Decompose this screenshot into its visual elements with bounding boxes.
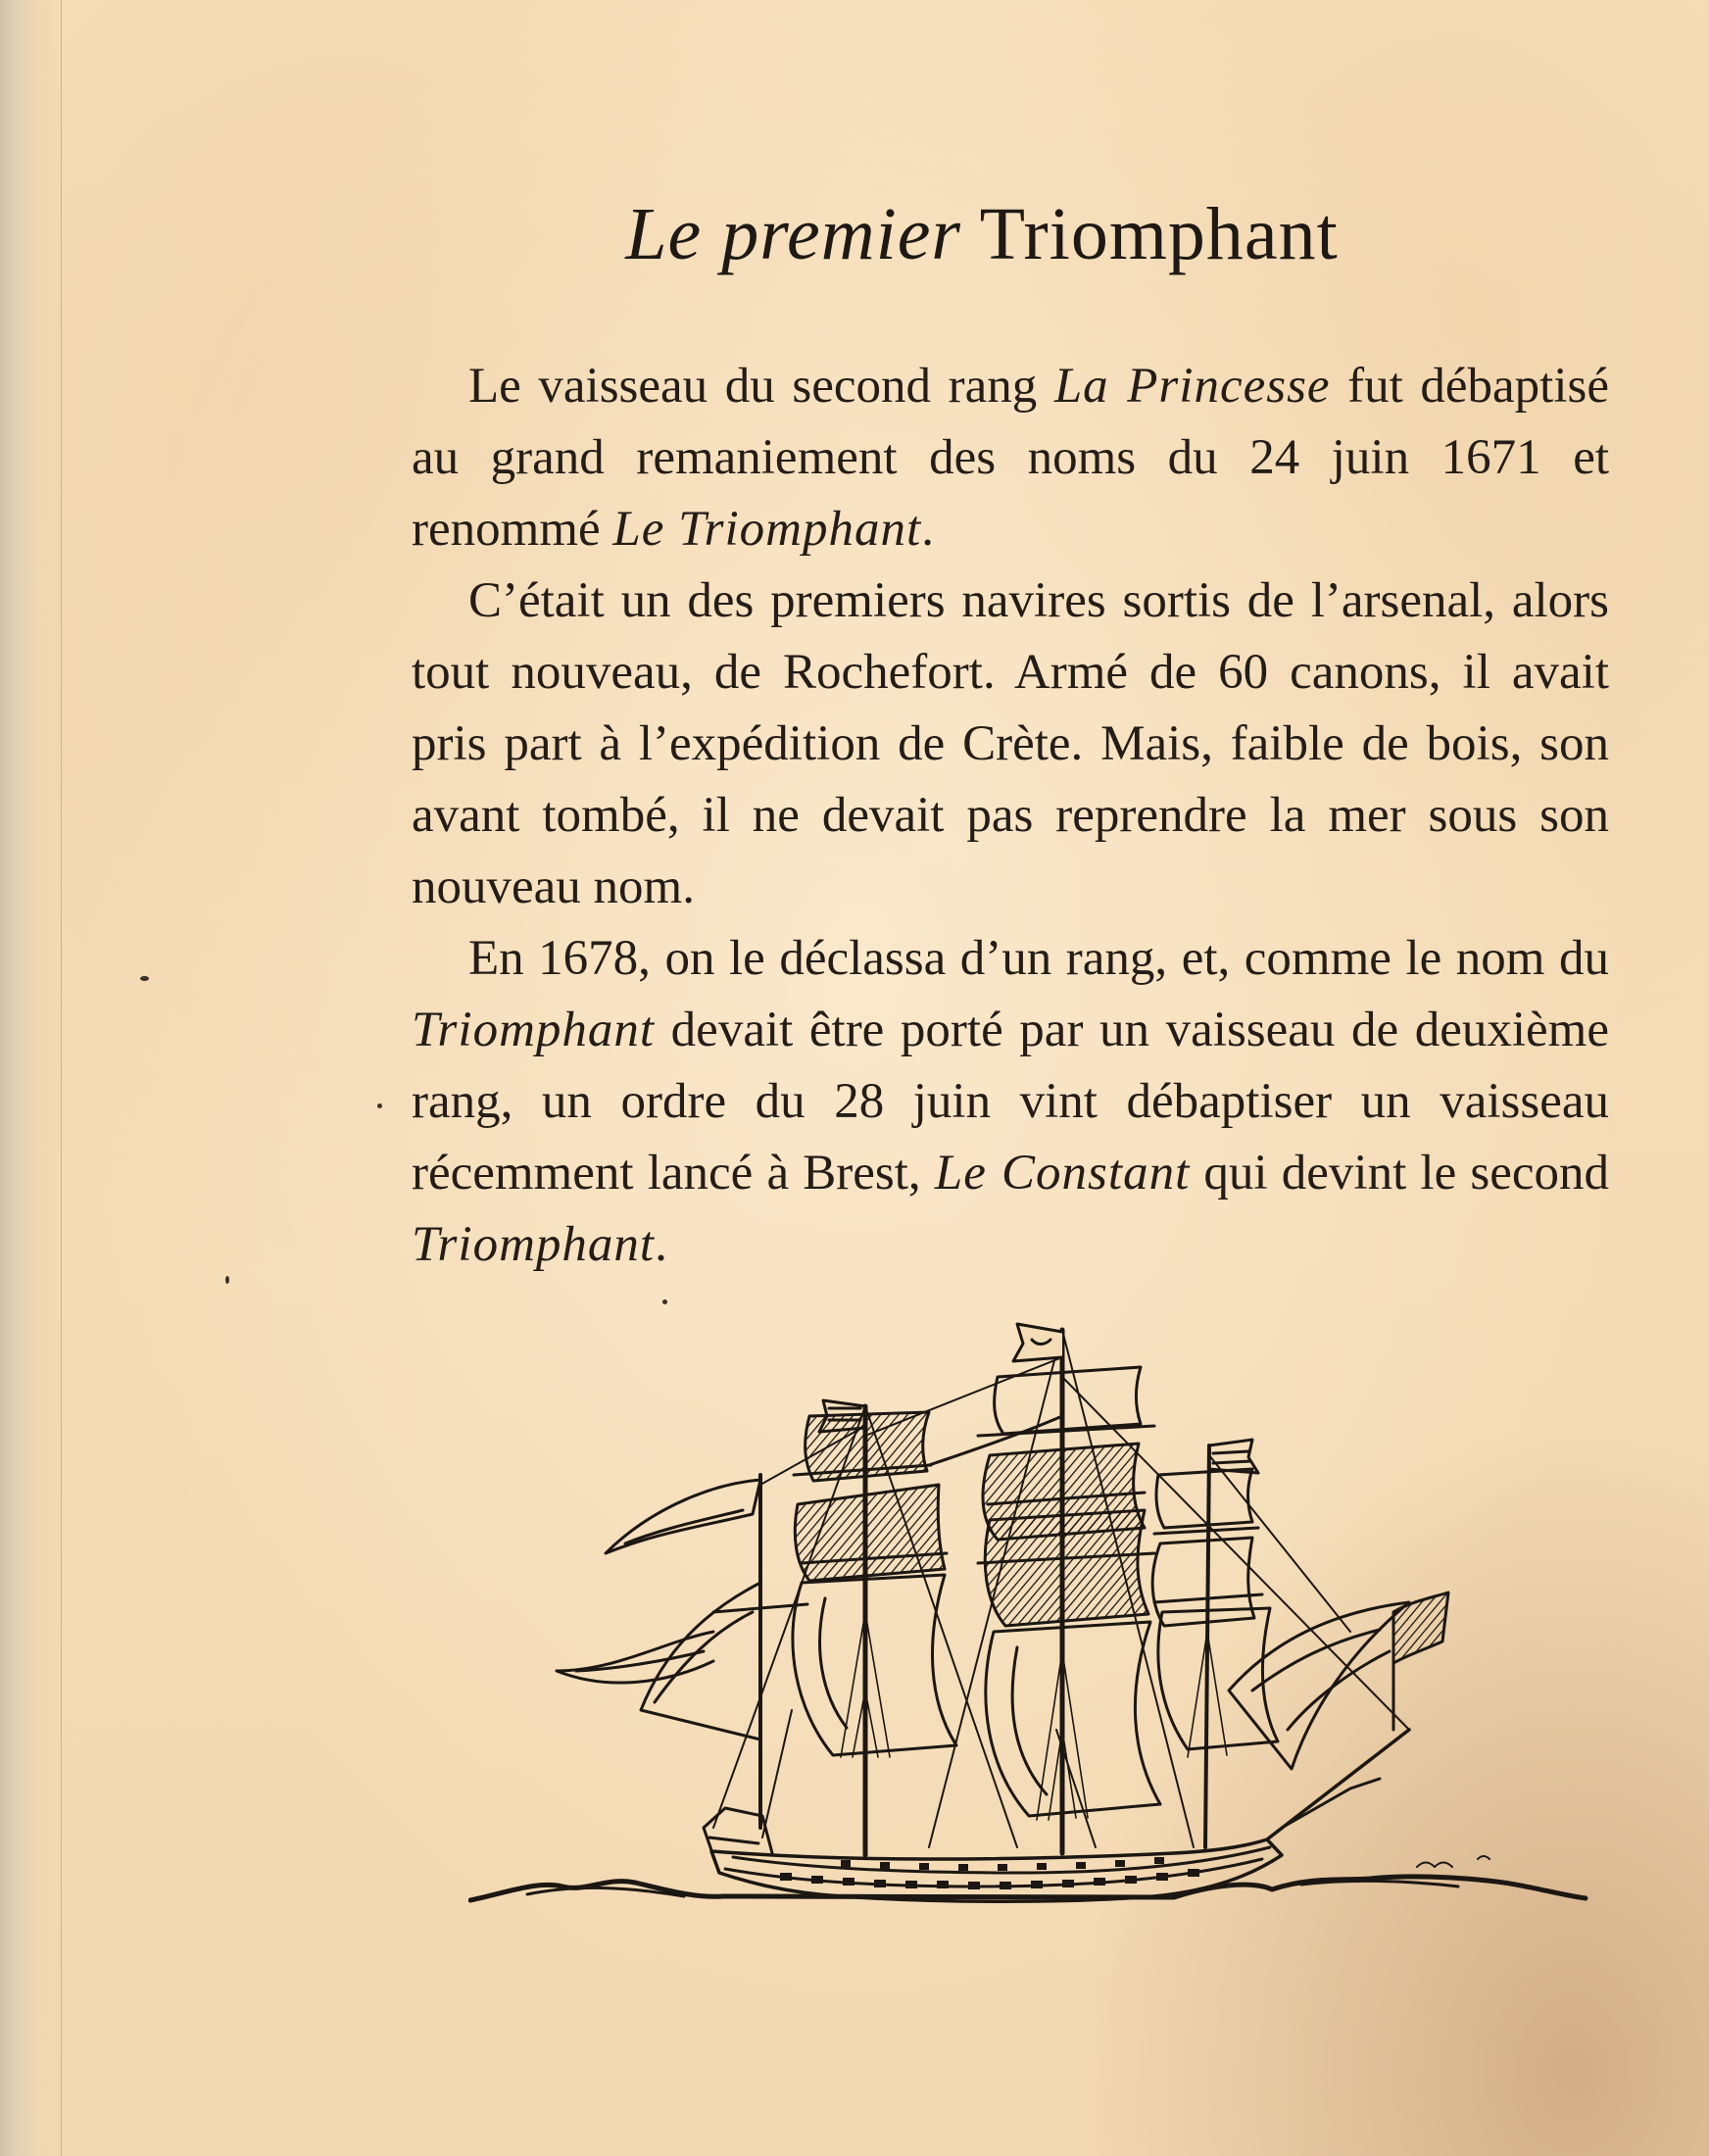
ship-name-le-triomphant: Le Triomphant [612, 502, 922, 557]
paragraph-3 [412, 923, 1609, 1281]
paragraph-1-text-c: . [921, 502, 934, 557]
ship-name-le-constant: Le Constant [934, 1146, 1191, 1200]
body-text [412, 351, 1609, 1281]
ship-name-la-princesse: La Princesse [1053, 359, 1331, 414]
sailing-ship-engraving-icon [468, 1318, 1595, 1926]
ship-name-triomphant: Triomphant [412, 1003, 656, 1057]
page-title [0, 192, 1709, 277]
ship-name-second-triomphant: Triomphant [412, 1217, 656, 1272]
paper-speck [225, 1276, 229, 1284]
paragraph-1-text-a: Le vaisseau du second rang [468, 359, 1054, 414]
page-binding-edge [0, 0, 62, 2156]
paragraph-3-text-d: . [655, 1217, 667, 1272]
page-title-italic: Le premier [625, 193, 961, 275]
paragraph-1 [412, 351, 1609, 565]
paper-speck [377, 1103, 382, 1108]
paragraph-3-text-b: devait être porté par un vaisseau de deuxième rang, un ordre du 28 juin vint débaptiser un vaisseau récemment lancé à Brest, [412, 1003, 1609, 1200]
page-title-roman: Triomphant [979, 193, 1339, 275]
paragraph-3-text-c: qui devint le second [1190, 1146, 1610, 1200]
paragraph-2: C’était un des premiers navires sortis de l’arsenal, alors tout nouveau, de Rochefort. Armé de 60 canons, il avait pris part à l’expédition de Crète. Mais, faible de bois, son avant tombé, il ne devait pas reprendre la mer sous son nouveau nom. [412, 573, 1609, 914]
paper-speck [662, 1299, 667, 1304]
paper-speck [140, 976, 149, 981]
paragraph-3-text-a: En 1678, on le déclassa d’un rang, et, comme le nom du [468, 931, 1609, 986]
paragraph-1-text-b: fut débaptisé au grand remaniement des noms du 24 juin 1671 et renommé [412, 359, 1610, 557]
